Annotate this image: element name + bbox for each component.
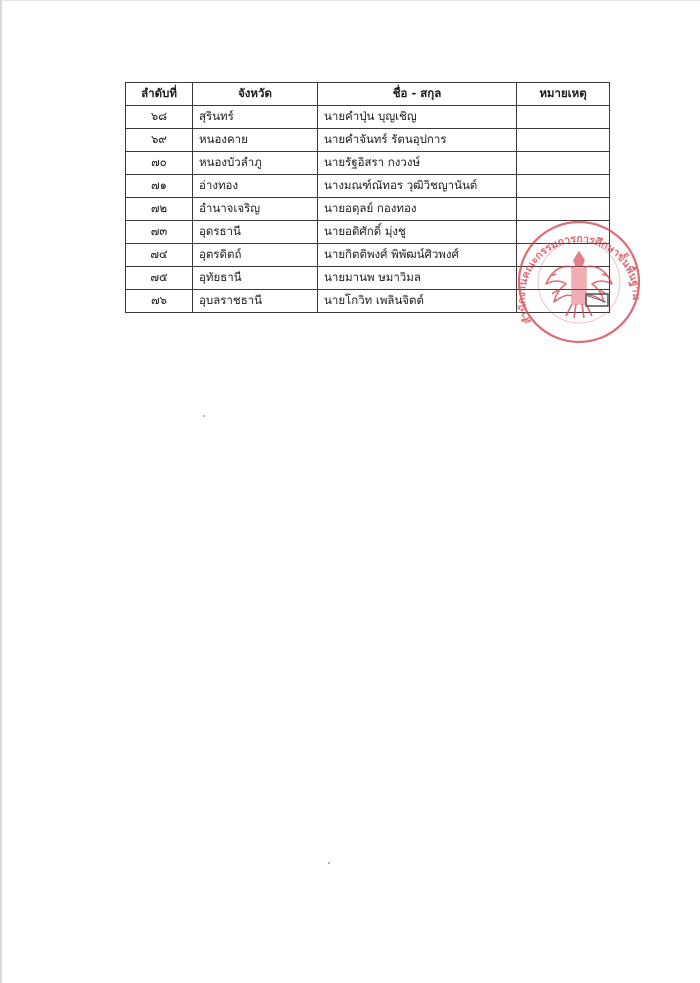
cell-full-name: นายรัฐอิสรา กงวงษ์ (318, 152, 517, 175)
cell-province: อุดรธานี (193, 221, 318, 244)
cell-order: ๖๘ (126, 106, 193, 129)
header-full-name: ชื่อ - สกุล (318, 83, 517, 106)
table-row (126, 175, 610, 198)
cell-full-name: นายกิตติพงศ์ พิพัฒน์ศิวพงศ์ (318, 244, 517, 267)
header-order: ลำดับที่ (126, 83, 193, 106)
cell-full-name: นายอดิศักดิ์ มุ่งชู (318, 221, 517, 244)
cell-order: ๖๙ (126, 129, 193, 152)
cell-province: อำนาจเจริญ (193, 198, 318, 221)
cell-remarks (517, 175, 610, 198)
cell-remarks (517, 129, 610, 152)
garuda-emblem-icon (546, 252, 612, 318)
cell-province: อ่างทอง (193, 175, 318, 198)
cell-order: ๗๕ (126, 267, 193, 290)
cell-remarks (517, 152, 610, 175)
cell-full-name: นายอดุลย์ กองทอง (318, 198, 517, 221)
cell-province: อุตรดิตถ์ (193, 244, 318, 267)
cell-full-name: นางมณฑ์ณัทอร วุฒิวิชญานันต์ (318, 175, 517, 198)
cell-full-name: นายโกวิท เพลินจิตต์ (318, 290, 517, 313)
cell-remarks (517, 106, 610, 129)
table-row (126, 152, 610, 175)
cell-order: ๗๐ (126, 152, 193, 175)
scan-speck (328, 862, 330, 864)
cell-full-name: นายมานพ ษมาวิมล (318, 267, 517, 290)
scan-speck (203, 415, 205, 417)
cell-province: หนองบัวลำภู (193, 152, 318, 175)
header-remarks: หมายเหตุ (517, 83, 610, 106)
cell-order: ๗๖ (126, 290, 193, 313)
official-seal (516, 214, 642, 350)
cell-order: ๗๑ (126, 175, 193, 198)
cell-order: ๗๔ (126, 244, 193, 267)
cell-province: สุรินทร์ (193, 106, 318, 129)
header-province: จังหวัด (193, 83, 318, 106)
page-edge-top (0, 0, 700, 1)
seal-text: สำนักงานคณะกรรมการการศึกษาขั้นพื้นฐาน (516, 233, 642, 326)
cell-order: ๗๒ (126, 198, 193, 221)
cell-full-name: นายคำจันทร์ รัตนอุปการ (318, 129, 517, 152)
cell-order: ๗๓ (126, 221, 193, 244)
table-header-row (126, 83, 610, 106)
cell-province: อุบลราชธานี (193, 290, 318, 313)
table-row (126, 106, 610, 129)
page-edge-left (0, 0, 2, 983)
cell-province: หนองคาย (193, 129, 318, 152)
table-row (126, 129, 610, 152)
cell-full-name: นายคำปุ่น บุญเชิญ (318, 106, 517, 129)
cell-province: อุทัยธานี (193, 267, 318, 290)
